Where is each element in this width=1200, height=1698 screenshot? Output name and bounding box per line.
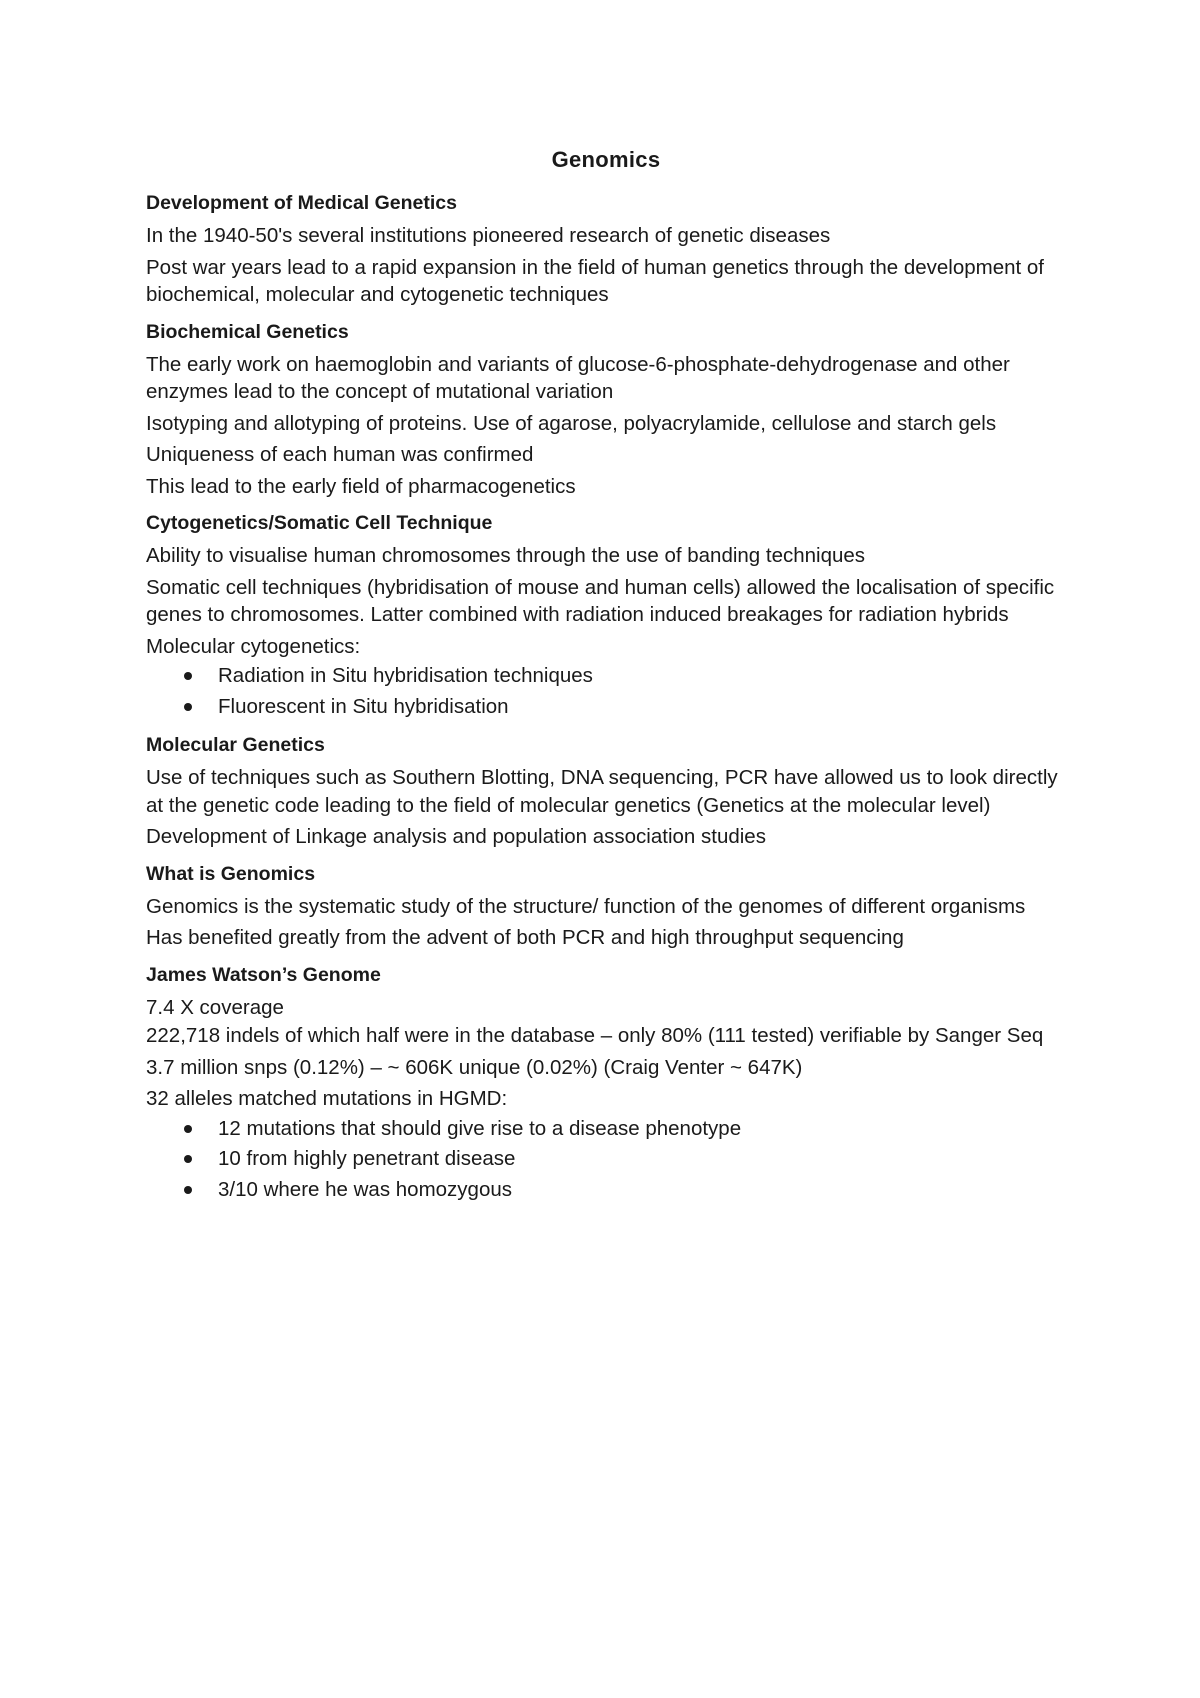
paragraph: Development of Linkage analysis and population association studies bbox=[146, 825, 766, 848]
section-heading: Cytogenetics/Somatic Cell Technique bbox=[146, 512, 493, 534]
paragraph: Uniqueness of each human was confirmed bbox=[146, 443, 534, 466]
section-what-is-genomics bbox=[146, 861, 1066, 952]
paragraph: 222,718 indels of which half were in the database – only 80% (111 tested) verifiable by Sanger Seq bbox=[146, 1024, 1044, 1047]
paragraph: Isotyping and allotyping of proteins. Use of agarose, polyacrylamide, cellulose and starch gels bbox=[146, 411, 997, 435]
section-development-of-medical-genetics bbox=[146, 190, 1066, 309]
section-molecular-genetics bbox=[146, 732, 1066, 851]
bullet-text: 12 mutations that should give rise to a disease phenotype bbox=[218, 1116, 742, 1140]
bullet-text: Fluorescent in Situ hybridisation bbox=[218, 694, 509, 718]
paragraph: Ability to visualise human chromosomes through the use of banding techniques bbox=[146, 544, 866, 567]
section-heading: What is Genomics bbox=[146, 862, 316, 885]
paragraph: Genomics is the systematic study of the structure/ function of the genomes of different organisms bbox=[146, 894, 1026, 918]
paragraph: 32 alleles matched mutations in HGMD: bbox=[146, 1087, 508, 1110]
document-body bbox=[146, 146, 1066, 1209]
section-cytogenetics-somatic-cell-technique bbox=[146, 510, 1066, 722]
bullet-list bbox=[146, 661, 1066, 722]
paragraph: Somatic cell techniques (hybridisation of mouse and human cells) allowed the localisation of specific genes to chromosomes. Latter combined with radiation induced breakages for radiation hybrids bbox=[146, 575, 1055, 626]
bullet-item bbox=[146, 661, 1066, 692]
paragraph: Post war years lead to a rapid expansion in the field of human genetics through the development of biochemical, molecular and cytogenetic techniques bbox=[146, 255, 1045, 306]
bullet-item bbox=[146, 692, 1066, 723]
section-heading: Biochemical Genetics bbox=[146, 320, 349, 343]
section-heading: James Watson’s Genome bbox=[146, 963, 381, 986]
section-heading: Development of Medical Genetics bbox=[146, 192, 458, 214]
bullet-text: Radiation in Situ hybridisation techniques bbox=[218, 664, 593, 687]
paragraph: Has benefited greatly from the advent of both PCR and high throughput sequencing bbox=[146, 926, 904, 949]
bullet-icon bbox=[184, 1186, 192, 1194]
section-james-watsons-genome bbox=[146, 962, 1066, 1206]
bullet-text: 3/10 where he was homozygous bbox=[218, 1177, 513, 1201]
paragraph: Use of techniques such as Southern Blotting, DNA sequencing, PCR have allowed us to look directly at the genetic code leading to the field of molecular genetics (Genetics at the molecular level) bbox=[146, 766, 1058, 817]
bullet-item bbox=[146, 1114, 1066, 1145]
bullet-item bbox=[146, 1144, 1066, 1175]
paragraph: 3.7 million snps (0.12%) – ~ 606K unique (0.02%) (Craig Venter ~ 647K) bbox=[146, 1055, 803, 1079]
bullet-icon bbox=[184, 703, 192, 711]
paragraph: The early work on haemoglobin and variants of glucose-6-phosphate-dehydrogenase and other enzymes lead to the concept of mutational variation bbox=[146, 352, 1010, 403]
section-heading: Molecular Genetics bbox=[146, 734, 325, 756]
bullet-icon bbox=[184, 1125, 192, 1133]
paragraph: Molecular cytogenetics: bbox=[146, 634, 361, 658]
document-title: Genomics bbox=[551, 147, 661, 172]
bullet-icon bbox=[184, 1155, 192, 1163]
bullet-text: 10 from highly penetrant disease bbox=[218, 1147, 516, 1170]
paragraph: In the 1940-50's several institutions pioneered research of genetic diseases bbox=[146, 224, 831, 247]
bullet-item bbox=[146, 1175, 1066, 1206]
paragraph: 7.4 X coverage bbox=[146, 995, 284, 1019]
bullet-list bbox=[146, 1114, 1066, 1206]
bullet-icon bbox=[184, 672, 192, 680]
paragraph: This lead to the early field of pharmacogenetics bbox=[146, 474, 576, 498]
section-biochemical-genetics bbox=[146, 319, 1066, 501]
